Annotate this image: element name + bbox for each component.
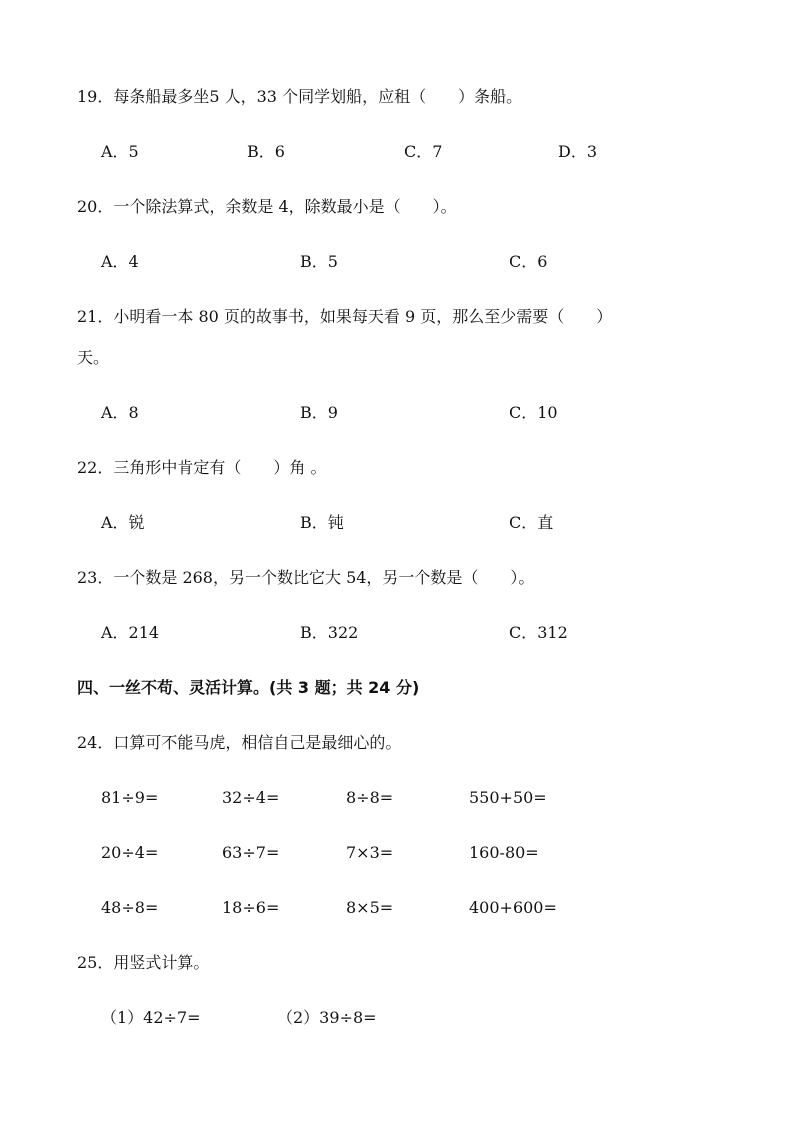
calc-r1-c2: 32÷4= — [222, 788, 280, 807]
calc-r2-c4: 160-80= — [469, 843, 539, 862]
question-25-text: 25．用竖式计算。 — [77, 953, 210, 972]
calc-r3-c4: 400+600= — [469, 898, 557, 917]
question-21-text: 21．小明看一本 80 页的故事书，如果每天看 9 页，那么至少需要（ ） — [77, 307, 613, 326]
q20-option-c: C．6 — [509, 252, 548, 271]
calc-r3-c3: 8×5= — [346, 898, 394, 917]
calc-r2-c2: 63÷7= — [222, 843, 280, 862]
q23-option-a: A．214 — [101, 623, 160, 642]
calc-r1-c1: 81÷9= — [101, 788, 159, 807]
question-24-text: 24．口算可不能马虎，相信自己是最细心的。 — [77, 733, 402, 752]
q20-option-b: B．5 — [300, 252, 338, 271]
q22-option-c: C．直 — [509, 513, 554, 532]
section-4-heading: 四、一丝不苟、灵活计算。(共 3 题；共 24 分) — [77, 678, 420, 697]
q21-option-b: B．9 — [300, 403, 338, 422]
calc-r1-c4: 550+50= — [469, 788, 547, 807]
q20-option-a: A．4 — [101, 252, 139, 271]
q19-option-a: A．5 — [101, 142, 139, 161]
calc-r2-c1: 20÷4= — [101, 843, 159, 862]
q23-option-c: C．312 — [509, 623, 568, 642]
calc-r1-c3: 8÷8= — [346, 788, 394, 807]
calc-r3-c1: 48÷8= — [101, 898, 159, 917]
q19-option-d: D．3 — [558, 142, 598, 161]
q21-option-c: C．10 — [509, 403, 558, 422]
question-19-text: 19．每条船最多坐5 人，33 个同学划船，应租（ ）条船。 — [77, 87, 523, 106]
q22-option-a: A．锐 — [101, 513, 145, 532]
q25-item-2: （2）39÷8= — [277, 1008, 377, 1027]
question-21-text-cont: 天。 — [77, 348, 110, 367]
q22-option-b: B．钝 — [300, 513, 344, 532]
q25-item-1: （1）42÷7= — [101, 1008, 201, 1027]
question-23-text: 23．一个数是 268，另一个数比它大 54，另一个数是（ ）。 — [77, 568, 535, 587]
calc-r2-c3: 7×3= — [346, 843, 394, 862]
q19-option-b: B．6 — [247, 142, 285, 161]
q23-option-b: B．322 — [300, 623, 359, 642]
calc-r3-c2: 18÷6= — [222, 898, 280, 917]
q19-option-c: C．7 — [404, 142, 443, 161]
q21-option-a: A．8 — [101, 403, 139, 422]
question-22-text: 22．三角形中肯定有（ ）角 。 — [77, 458, 327, 477]
question-20-text: 20．一个除法算式，余数是 4，除数最小是（ ）。 — [77, 197, 457, 216]
